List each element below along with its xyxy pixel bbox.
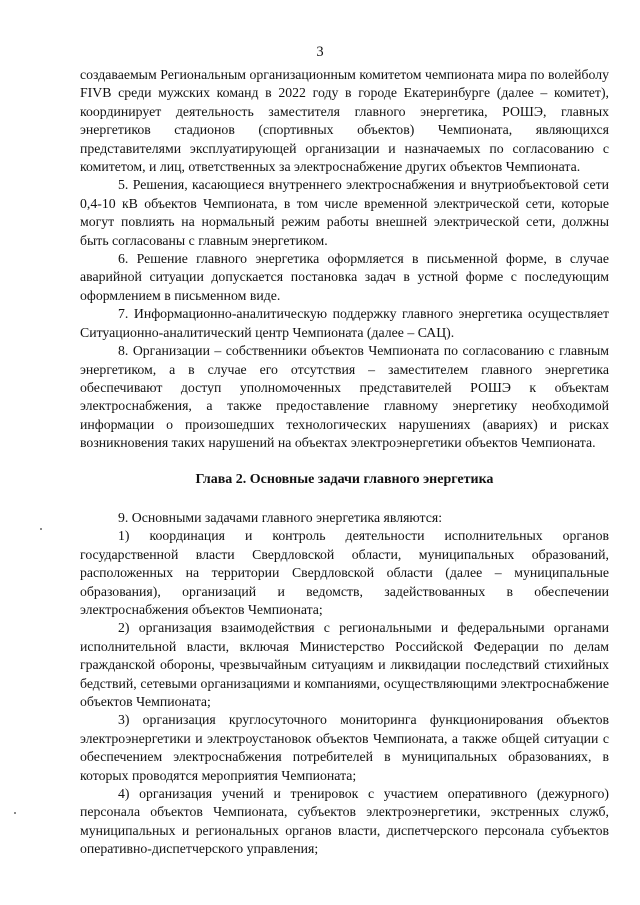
- list-item-3: 3) организация круглосуточного мониторинга функционирования объектов электроэнергетики и электроустановок объектов Чемпионата, а также общей ситуации с обеспечением электроснабжения потребителей в муниципальных образованиях, в которых проводятся мероприятия Чемпионата;: [80, 712, 609, 783]
- page-number: 3: [316, 44, 324, 60]
- chapter-heading: Глава 2. Основные задачи главного энергетика: [195, 471, 494, 487]
- list-item-1: 1) координация и контроль деятельности исполнительных органов государственной власти Свердловской области, муниципальных образований, расположенных на территории Свердловской области (далее – муниципальные образования), организаций и ведомств, задействованных в обеспечении электроснабжения объектов Чемпионата;: [80, 528, 609, 617]
- scan-mark: [40, 528, 42, 530]
- paragraph-item-6: 6. Решение главного энергетика оформляется в письменной форме, в случае аварийной ситуации допускается постановка задач в устной форме с последующим оформлением в письменном виде.: [80, 251, 609, 303]
- paragraph-item-9: 9. Основными задачами главного энергетика являются:: [118, 509, 443, 525]
- list-item-4: 4) организация учений и тренировок с участием оперативного (дежурного) персонала объектов Чемпионата, субъектов электроэнергетики, экстренных служб, муниципальных и региональных органов власти, диспетчерского персонала субъектов оперативно-диспетчерского управления;: [80, 786, 609, 857]
- scan-mark: [14, 812, 16, 814]
- list-item-2: 2) организация взаимодействия с региональными и федеральными органами исполнительной власти, включая Министерство Российской Федерации по делам гражданской обороны, чрезвычайным ситуациям и ликвидации последствий стихийных бедствий, сетевыми организациями и компаниями, осуществляющими электроснабжение объектов Чемпионата;: [80, 620, 609, 709]
- document-body: [80, 66, 609, 859]
- paragraph-continuation: создаваемым Региональным организационным комитетом чемпионата мира по волейболу FIVB среди мужских команд в 2022 году в городе Екатеринбурге (далее – комитет), координирует деятельность заместителя главного энергетика, РОШЭ, главных энергетиков стадионов (спортивных объектов) Чемпионата, являющихся представителями эксплуатирующей организации и назначаемых по согласованию с комитетом, и лиц, ответственных за электроснабжение других объектов Чемпионата.: [80, 67, 609, 175]
- paragraph-item-5: 5. Решения, касающиеся внутреннего электроснабжения и внутриобъектовой сети 0,4-10 кВ объектов Чемпионата, в том числе временной электрической сети, которые могут повлиять на нормальный режим работы внешней электрической сети, должны быть согласованы с главным энергетиком.: [80, 177, 609, 248]
- paragraph-item-8: 8. Организации – собственники объектов Чемпионата по согласованию с главным энергетиком, а в случае его отсутствия – заместителем главного энергетика обеспечивают доступ уполномоченных представителей РОШЭ к объектам электроснабжения, а также предоставление главному энергетику необходимой информации о произошедших технологических нарушениях (авариях) и рисках возникновения таких нарушений на объектах электроэнергетики объектов Чемпионата.: [80, 343, 609, 451]
- paragraph-item-7: 7. Информационно-аналитическую поддержку главного энергетика осуществляет Ситуационно-аналитический центр Чемпионата (далее – САЦ).: [80, 306, 609, 340]
